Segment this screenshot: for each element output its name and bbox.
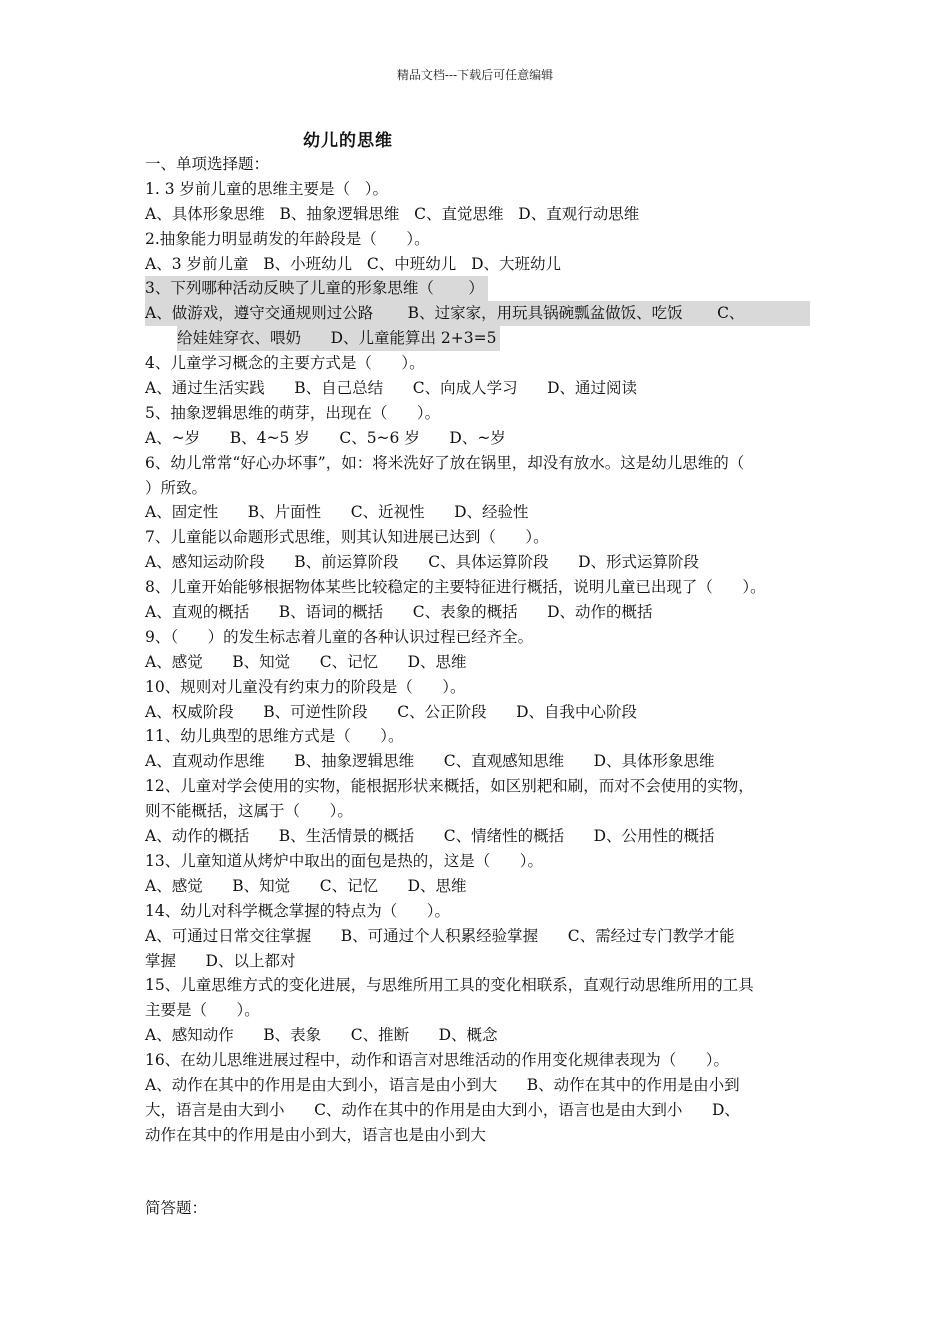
question-12-cont: 则不能概括，这属于（ ）。 (145, 802, 353, 821)
question-10: 10、规则对儿童没有约束力的阶段是（ ）。 (145, 677, 466, 696)
options-8: A、直观的概括 B、语词的概括 C、表象的概括 D、动作的概括 (145, 603, 653, 622)
options-13: A、感觉 B、知觉 C、记忆 D、思维 (145, 876, 467, 895)
options-14: A、可通过日常交往掌握 B、可通过个人积累经验掌握 C、需经过专门教学才能 (145, 926, 735, 945)
document-title: 幼儿的思维 (303, 131, 393, 151)
question-12: 12、儿童对学会使用的实物，能根据形状来概括，如区别耙和刷，而对不会使用的实物， (145, 777, 754, 796)
question-14: 14、幼儿对科学概念掌握的特点为（ ）。 (145, 901, 451, 920)
options-16-cont: 大，语言是由大到小 C、动作在其中的作用是由大到小，语言也是由大到小 D、 (145, 1100, 740, 1119)
question-4: 4、儿童学习概念的主要方式是（ ）。 (145, 354, 425, 373)
options-4: A、通过生活实践 B、自己总结 C、向成人学习 D、通过阅读 (145, 379, 638, 398)
options-2: A、3 岁前儿童 B、小班幼儿 C、中班幼儿 D、大班幼儿 (145, 254, 562, 273)
options-16-cont-2: 动作在其中的作用是由小到大，语言也是由小到大 (145, 1125, 487, 1144)
options-9: A、感觉 B、知觉 C、记忆 D、思维 (145, 652, 467, 671)
question-16: 16、在幼儿思维进展过程中，动作和语言对思维活动的作用变化规律表现为（ ）。 (145, 1051, 730, 1070)
options-3-cont-text: 给娃娃穿衣、喂奶 D、儿童能算出 2+3=5 (177, 326, 500, 351)
options-14-cont: 掌握 D、以上都对 (145, 951, 296, 970)
options-16: A、动作在其中的作用是由大到小，语言是由小到大 B、动作在其中的作用是由小到 (145, 1075, 740, 1094)
question-2: 2.抽象能力明显萌发的年龄段是（ ）。 (145, 229, 430, 248)
question-6: 6、幼儿常常“好心办坏事”，如：将米洗好了放在锅里，却没有放水。这是幼儿思维的（ (145, 453, 745, 472)
question-8: 8、儿童开始能够根据物体某些比较稳定的主要特征进行概括，说明儿童已出现了（ ）。 (145, 578, 766, 597)
question-6-cont: ）所致。 (145, 478, 208, 497)
question-15-cont: 主要是（ ）。 (145, 1001, 260, 1020)
short-answer-heading: 简答题： (145, 1199, 208, 1217)
options-1: A、具体形象思维 B、抽象逻辑思维 C、直觉思维 D、直观行动思维 (145, 204, 640, 223)
question-3-text: 3、下列哪种活动反映了儿童的形象思维（ ） (145, 276, 488, 301)
question-3 (145, 276, 810, 301)
options-3-cont (145, 326, 810, 351)
options-3: A、做游戏，遵守交通规则过公路 B、过家家，用玩具锅碗瓢盆做饭、吃饭 C、 (145, 301, 810, 326)
question-13: 13、儿童知道从烤炉中取出的面包是热的，这是（ ）。 (145, 851, 544, 870)
section-heading: 一、单项选择题： (145, 155, 270, 173)
options-11: A、直观动作思维 B、抽象逻辑思维 C、直观感知思维 D、具体形象思维 (145, 752, 715, 771)
question-1: 1. 3 岁前儿童的思维主要是（ ）。 (145, 179, 389, 198)
page-header: 精品文档---下载后可任意编辑 (396, 68, 554, 82)
options-5: A、~岁 B、4~5 岁 C、5~6 岁 D、~岁 (145, 428, 506, 447)
question-9: 9、（ ）的发生标志着儿童的各种认识过程已经齐全。 (145, 627, 534, 646)
question-5: 5、抽象逻辑思维的萌芽，出现在（ ）。 (145, 403, 441, 422)
options-12: A、动作的概括 B、生活情景的概括 C、情绪性的概括 D、公用性的概括 (145, 827, 715, 846)
options-7: A、感知运动阶段 B、前运算阶段 C、具体运算阶段 D、形式运算阶段 (145, 553, 700, 572)
question-11: 11、幼儿典型的思维方式是（ ）。 (145, 727, 404, 746)
question-7: 7、儿童能以命题形式思维，则其认知进展已达到（ ）。 (145, 528, 549, 547)
options-15: A、感知动作 B、表象 C、推断 D、概念 (145, 1026, 498, 1045)
options-6: A、固定性 B、片面性 C、近视性 D、经验性 (145, 503, 529, 522)
options-10: A、权威阶段 B、可逆性阶段 C、公正阶段 D、自我中心阶段 (145, 702, 638, 721)
question-list (145, 152, 810, 1148)
question-15: 15、儿童思维方式的变化进展，与思维所用工具的变化相联系，直观行动思维所用的工具 (145, 976, 754, 995)
